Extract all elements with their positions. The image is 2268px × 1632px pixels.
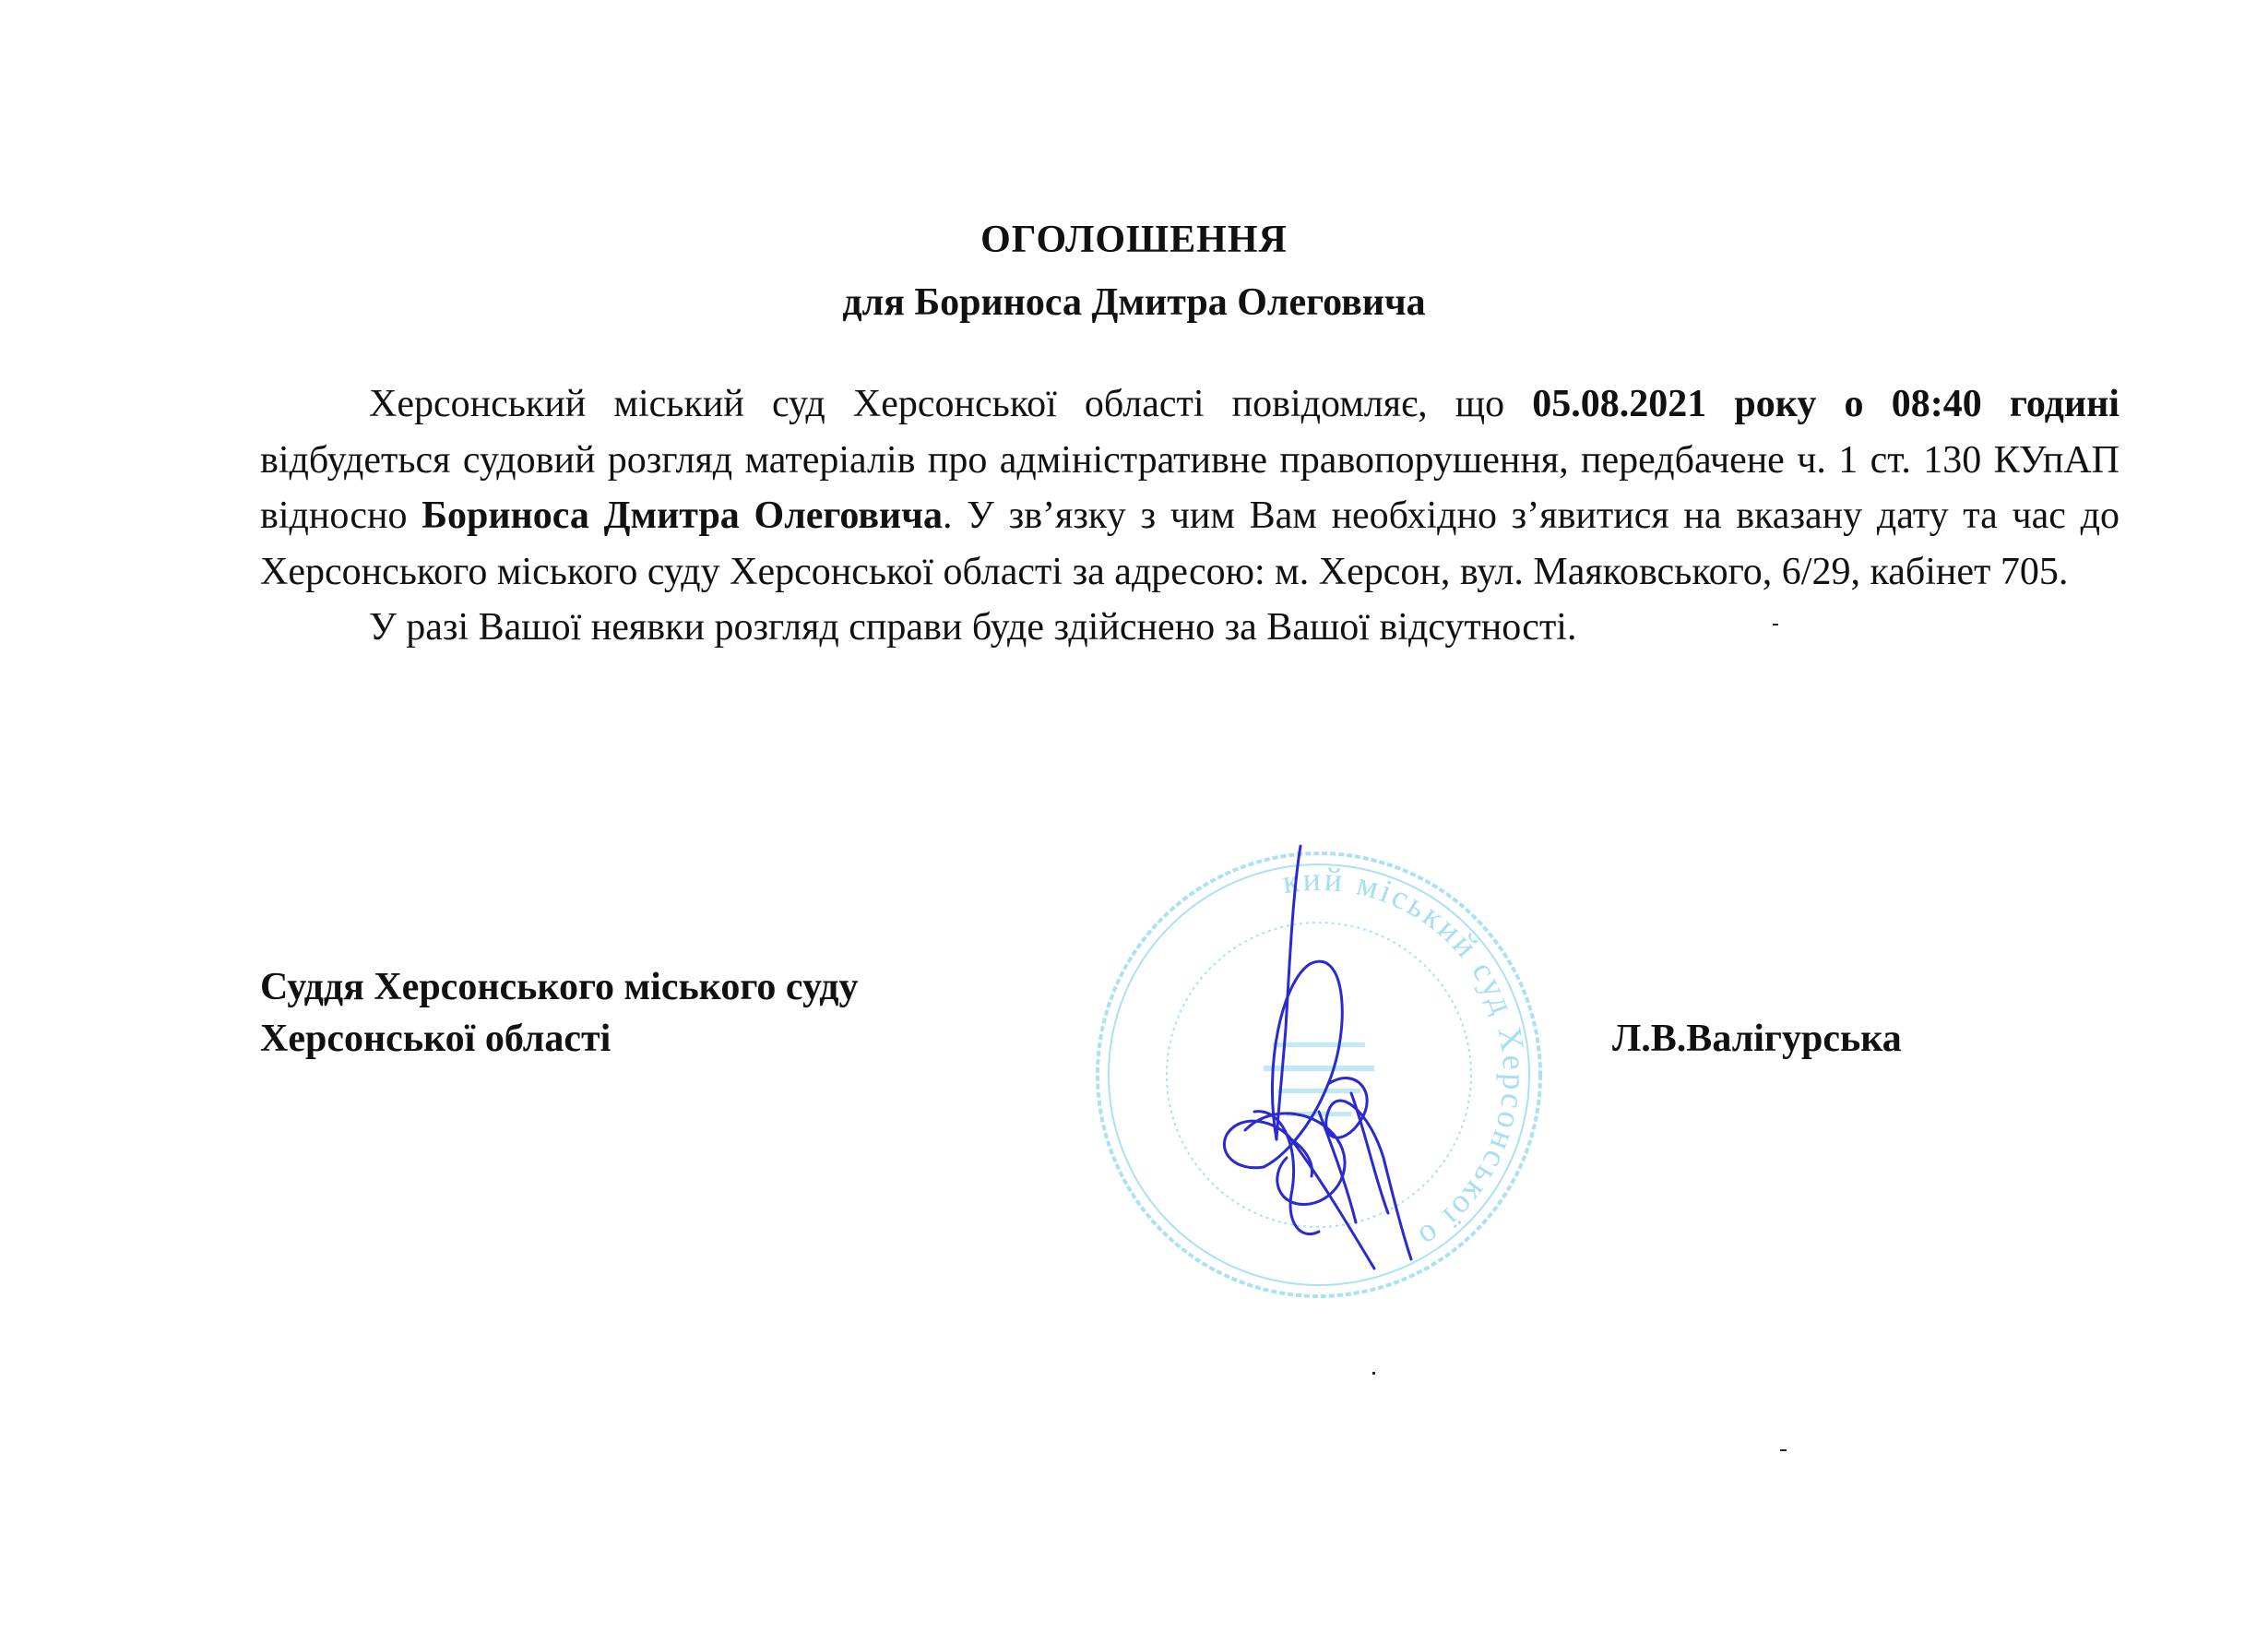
- scan-speck: [1773, 624, 1778, 625]
- scan-speck: [1372, 1372, 1375, 1375]
- body-text-segment: відбудеться судовий розгляд матеріалів про адміністративне правопорушення, передбачене ч. 1 ст. 130 КУпАП відносно: [260, 438, 2120, 537]
- body-text-segment: Херсонський міський суд Херсонської області повідомляє, що: [369, 383, 1533, 425]
- judge-signature: [1190, 835, 1494, 1315]
- signatory-position-line-1: Суддя Херсонського міського суду: [260, 966, 859, 1008]
- signatory-position: [260, 961, 859, 1065]
- hearing-datetime: 05.08.2021 року о 08:40 годині: [1532, 383, 2120, 425]
- document-body: [260, 376, 2120, 656]
- svg-text:кий міський суд Херсонської о: кий міський суд Херсонської о: [1280, 860, 1534, 1257]
- signatory-position-line-2: Херсонської області: [260, 1018, 612, 1060]
- document-subtitle: для Бориноса Дмитра Олеговича: [842, 281, 1426, 324]
- signatory-name: Л.В.Валігурська: [1612, 1018, 1902, 1060]
- scan-speck: [1780, 1449, 1787, 1451]
- body-text-segment: . У зв’язку з чим Вам необхідно з’явитися на вказану дату та час до Херсонського міського суду Херсонської області за адресою: м. Херсон, вул. Маяковського, 6/29, кабінет 705.: [260, 494, 2120, 593]
- defendant-name: Бориноса Дмитра Олеговича: [422, 494, 943, 537]
- body-paragraph-2: У разі Вашої неявки розгляд справи буде здійснено за Вашої відсутності.: [369, 606, 1577, 649]
- body-paragraph-1: [260, 376, 2120, 600]
- document-title: ОГОЛОШЕННЯ: [980, 219, 1288, 261]
